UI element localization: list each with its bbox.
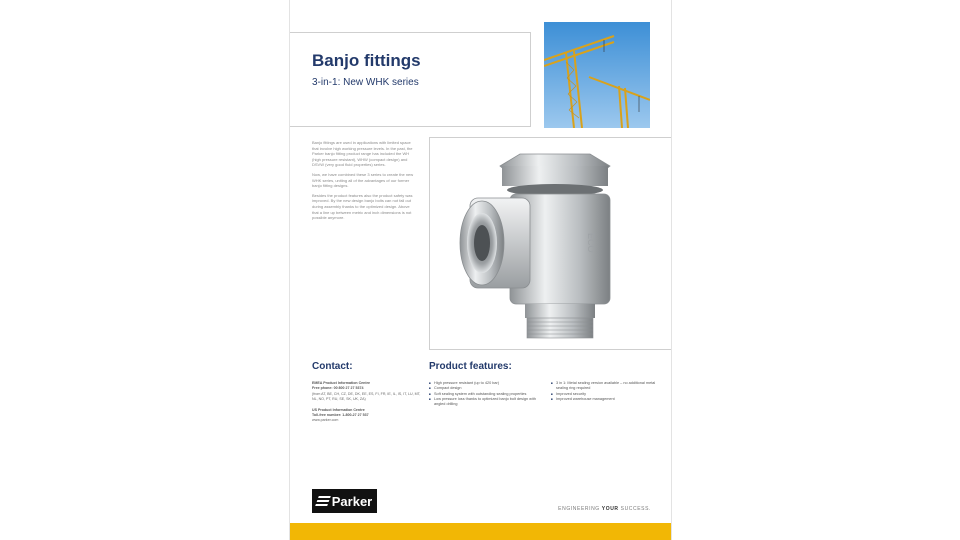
brochure-page [290, 0, 671, 540]
logo-text: Parker [331, 493, 373, 509]
intro-paragraph: Now, we have combined these 3 series to create the new WHK series, uniting all of the advantages of our former banjo fitting designs. [312, 171, 414, 189]
emea-phone: Free phone: 00 800 27 27 5374 [312, 386, 364, 391]
crane-photo [544, 22, 650, 128]
feature-item: ■ Low pressure loss thanks to optimized banjo bolt design with angled drilling [429, 397, 541, 408]
intro-paragraph: Besides the product features also the product safety was improved. By the new design banjo bolts can not fall out during assembly thanks to the optimized design. Above that a line up between metric and inch dimensions is not possible anymore. [312, 192, 413, 221]
feature-item: ■ 3 in 1: Metal sealing version available – no additional metal sealing ring required [551, 381, 663, 392]
us-phone: Toll-free number: 1-800-27 27 537 [312, 413, 369, 418]
tagline-pre: ENGINEERING [558, 506, 602, 512]
features-heading: Product features: [429, 361, 512, 372]
title-panel [290, 32, 531, 127]
tagline-post: SUCCESS. [618, 506, 651, 512]
page-title: Banjo fittings [312, 51, 421, 70]
intro-paragraph: Banjo fittings are used in applications with limited space that involve high working pressure levels. In the past, the Parker banjo fitting product range has included the WH (high pressure resistant), WHW (compact design) and DSVW (very good fluid properties) series. [312, 140, 413, 168]
feature-item: ■ Compact design [429, 386, 541, 391]
features-list [429, 381, 664, 407]
emea-title: EMEA Product Information Centre [312, 381, 370, 385]
feature-item: ■ Improved warehouse management [551, 397, 663, 402]
banjo-fitting-photo [429, 137, 671, 350]
page-subtitle: 3-in-1: New WHK series [312, 77, 419, 88]
svg-text:ECO: ECO [586, 233, 596, 253]
tagline-bold: YOUR [601, 506, 619, 512]
contact-block [312, 381, 422, 429]
features-column-1 [429, 381, 541, 407]
emea-countries: (from AT, BE, CH, CZ, DE, DK, EE, ES, FI, FR, IE, IL, IS, IT, LU, MT, NL, NO, PT, RU, SE, SK, UK, ZA) [312, 391, 421, 402]
features-column-2 [551, 381, 663, 407]
parker-mark-icon [315, 496, 331, 506]
footer-bar [290, 523, 671, 540]
us-title: US Product Information Centre [312, 407, 365, 412]
parker-logo [312, 489, 377, 513]
tagline [558, 506, 651, 512]
feature-item: ■ Improved security [551, 392, 663, 397]
website-link[interactable]: www.parker.com [312, 418, 339, 423]
contact-heading: Contact: [312, 361, 353, 372]
intro-text [312, 140, 416, 225]
feature-item: ■ Soft sealing system with outstanding sealing properties [429, 392, 541, 397]
feature-item: ■ High pressure resistant (up to 420 bar) [429, 381, 541, 386]
